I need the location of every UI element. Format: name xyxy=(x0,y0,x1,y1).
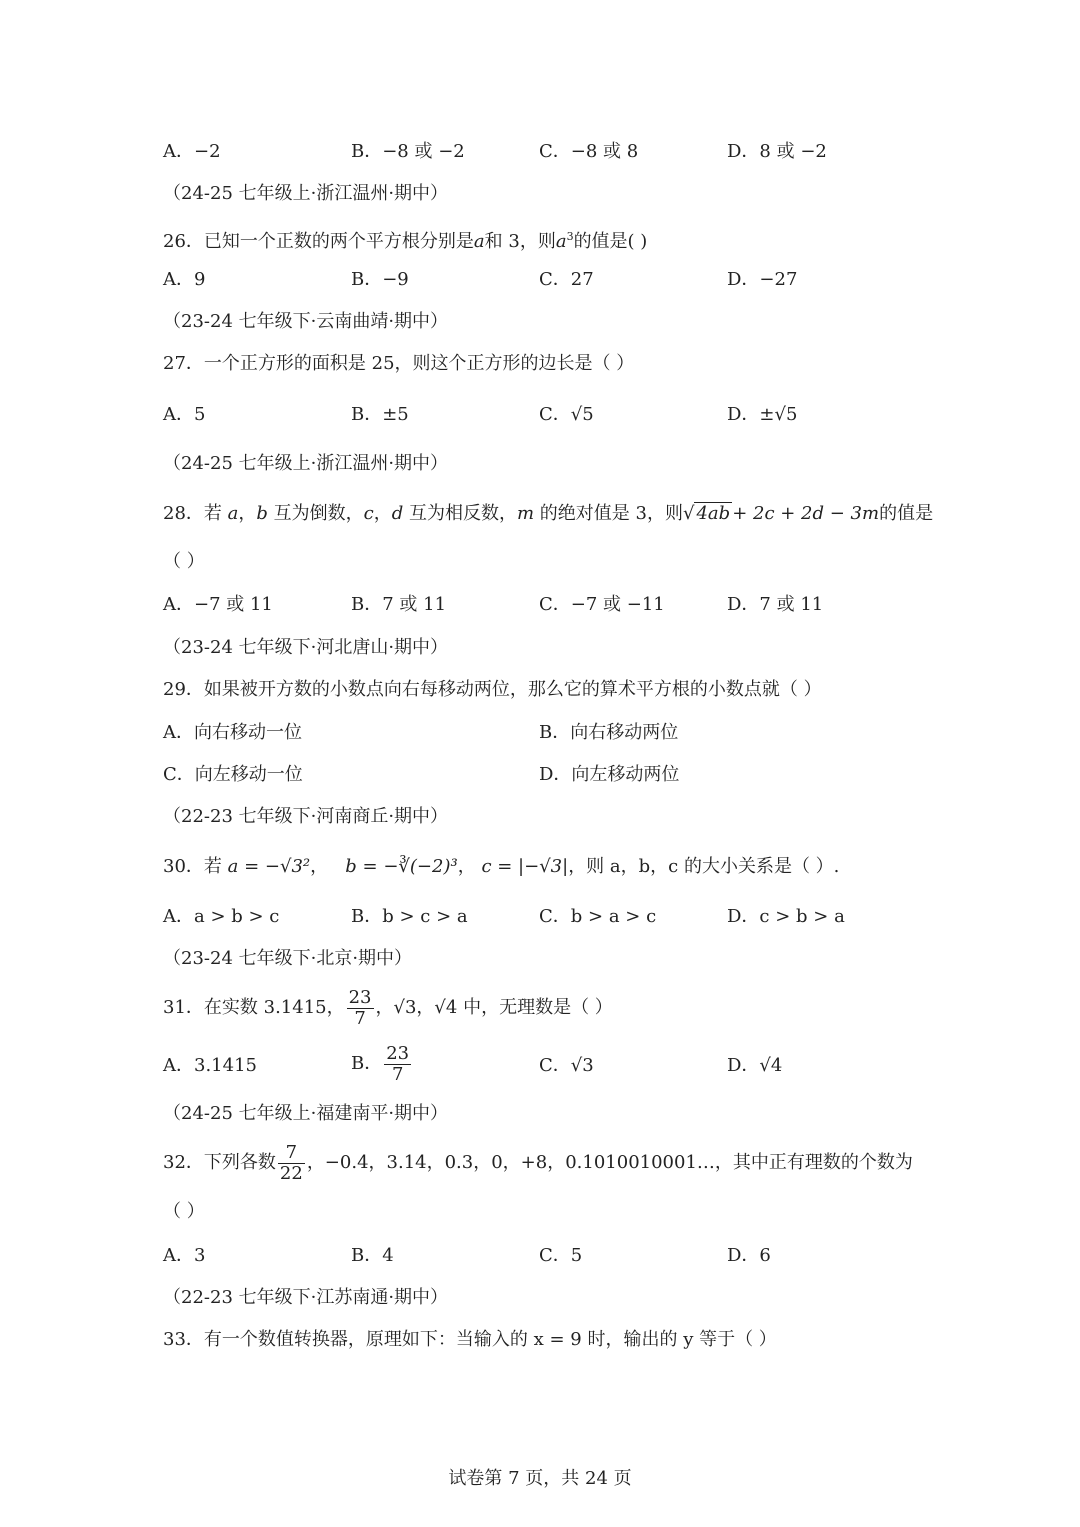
q28-sep-1: ， xyxy=(238,503,257,524)
q29-option-c: C．向左移动一位 xyxy=(163,764,303,785)
q31-text-num: 31．在实数 3.1415， xyxy=(163,997,345,1018)
q28-var-d: d xyxy=(391,503,404,524)
q26-text-3: 和 3，则 xyxy=(484,231,556,252)
q31-frac-den: 7 xyxy=(354,1007,366,1029)
q28-text-4: 的值是 xyxy=(879,503,934,524)
q30-text-tail: ，则 a，b，c 的大小关系是（ ）. xyxy=(568,856,840,877)
q26-option-a: A．9 xyxy=(163,269,206,290)
q28-expression: + 2c + 2d − 3m xyxy=(732,503,880,524)
page-footer: 试卷第 7 页，共 24 页 xyxy=(448,1468,632,1489)
q28-question xyxy=(163,502,933,526)
q28-var-b: b xyxy=(256,503,268,524)
q26-text-4: 的值是( ) xyxy=(573,231,648,252)
q28-var-c: c xyxy=(363,503,374,524)
q32-option-b: B．4 xyxy=(351,1245,394,1266)
q32-question xyxy=(163,1141,913,1185)
q31-fraction xyxy=(347,988,374,1029)
q27-option-c: C．√5 xyxy=(539,404,594,425)
q31-option-b-label: B． xyxy=(351,1053,383,1074)
q25-option-c: C．−8 或 8 xyxy=(539,141,639,162)
q30-option-c: C．b > a > c xyxy=(539,906,657,927)
q28-paren: （ ） xyxy=(163,551,205,572)
q28-option-c: C．−7 或 −11 xyxy=(539,594,665,615)
q26-text-2: 已知一个正数的两个平方根分别是 xyxy=(203,231,474,252)
q31-option-a: A．3.1415 xyxy=(163,1055,257,1076)
q32-paren: （ ） xyxy=(163,1201,205,1222)
q26-option-b: B．−9 xyxy=(351,269,409,290)
q28-source: （24-25 七年级上·浙江温州·期中） xyxy=(163,453,449,474)
q27-option-b: B．±5 xyxy=(351,404,409,425)
q29-question: 29．如果被开方数的小数点向右每移动两位，那么它的算术平方根的小数点就（ ） xyxy=(163,679,822,700)
q32-frac-den: 22 xyxy=(279,1162,303,1184)
q31-question xyxy=(163,986,613,1030)
q28-sep-2: ， xyxy=(373,503,392,524)
q30-question: 30．若 a = −√3²， b = −∛(−2)³， c = |−√3|，则 a，b，c 的大小关系是（ ）. xyxy=(163,856,840,877)
q33-question: 33．有一个数值转换器，原理如下：当输入的 x = 9 时，输出的 y 等于（ ） xyxy=(163,1329,777,1350)
q26-exponent: 3 xyxy=(566,230,574,243)
q26-option-c: C．27 xyxy=(539,269,594,290)
q31-option-b xyxy=(351,1042,413,1086)
q30-expr-b: b = −∛(−2)³ xyxy=(345,856,458,877)
q30-source: （22-23 七年级下·河南商丘·期中） xyxy=(163,806,449,827)
q26-var-a: a xyxy=(473,231,485,252)
q26-source: （24-25 七年级上·浙江温州·期中） xyxy=(163,183,449,204)
q29-option-d: D．向左移动两位 xyxy=(539,764,680,785)
q31-option-c: C．√3 xyxy=(539,1055,594,1076)
q30-expr-a: a = −√3² xyxy=(227,856,311,877)
q28-sqrt-sign: √ xyxy=(682,503,695,524)
q30-expr-c: c = |−√3| xyxy=(481,856,569,877)
q30-option-b: B．b > c > a xyxy=(351,906,468,927)
q30-option-a: A．a > b > c xyxy=(163,906,280,927)
q31-text-tail: ，√3，√4 中，无理数是（ ） xyxy=(375,997,613,1018)
q28-text-1: 互为倒数， xyxy=(267,503,364,524)
q31-frac-num: 23 xyxy=(348,986,372,1008)
q30-text-num: 30．若 xyxy=(163,856,228,877)
q25-option-b: B．−8 或 −2 xyxy=(351,141,465,162)
q28-option-d: D．7 或 11 xyxy=(727,594,824,615)
q32-option-a: A．3 xyxy=(163,1245,206,1266)
q31-source: （23-24 七年级下·北京·期中） xyxy=(163,948,413,969)
q29-source: （23-24 七年级下·河北唐山·期中） xyxy=(163,637,449,658)
q31-option-b-den: 7 xyxy=(391,1063,404,1085)
q26-var-a-2: a xyxy=(555,231,567,252)
q26-text-1: 26． xyxy=(163,231,204,252)
q28-text-2: 互为相反数， xyxy=(403,503,517,524)
q28-var-a: a xyxy=(227,503,239,524)
q32-source: （24-25 七年级上·福建南平·期中） xyxy=(163,1103,449,1124)
q32-text-num: 32．下列各数 xyxy=(163,1152,276,1173)
q29-option-b: B．向右移动两位 xyxy=(539,722,679,743)
q28-text-num: 28．若 xyxy=(163,503,228,524)
q27-option-d: D．±√5 xyxy=(727,404,798,425)
q28-option-a: A．−7 或 11 xyxy=(163,594,273,615)
q28-option-b: B．7 或 11 xyxy=(351,594,447,615)
q27-option-a: A．5 xyxy=(163,404,206,425)
q33-source: （22-23 七年级下·江苏南通·期中） xyxy=(163,1287,449,1308)
q26-option-d: D．−27 xyxy=(727,269,798,290)
q32-text-tail: ，−0.4，3.14，0.3，0，+8，0.1010010001…，其中正有理数的个数为 xyxy=(306,1152,913,1173)
q28-var-m: m xyxy=(517,503,535,524)
q27-question: 27．一个正方形的面积是 25，则这个正方形的边长是（ ） xyxy=(163,353,635,374)
q28-text-3: 的绝对值是 3，则 xyxy=(534,503,683,524)
q29-option-a: A．向右移动一位 xyxy=(163,722,302,743)
q27-source: （23-24 七年级下·云南曲靖·期中） xyxy=(163,311,449,332)
q32-frac-num: 7 xyxy=(278,1143,305,1164)
q25-option-d: D．8 或 −2 xyxy=(727,141,827,162)
q31-option-b-fraction xyxy=(384,1044,411,1085)
q32-fraction xyxy=(278,1143,305,1184)
q25-option-a: A．−2 xyxy=(163,141,221,162)
q30-option-d: D．c > b > a xyxy=(727,906,845,927)
q32-option-d: D．6 xyxy=(727,1245,771,1266)
q31-option-b-num: 23 xyxy=(386,1042,410,1064)
q31-option-d: D．√4 xyxy=(727,1055,783,1076)
q26-question xyxy=(163,225,647,254)
q32-option-c: C．5 xyxy=(539,1245,583,1266)
q28-radicand: 4ab xyxy=(696,503,731,524)
